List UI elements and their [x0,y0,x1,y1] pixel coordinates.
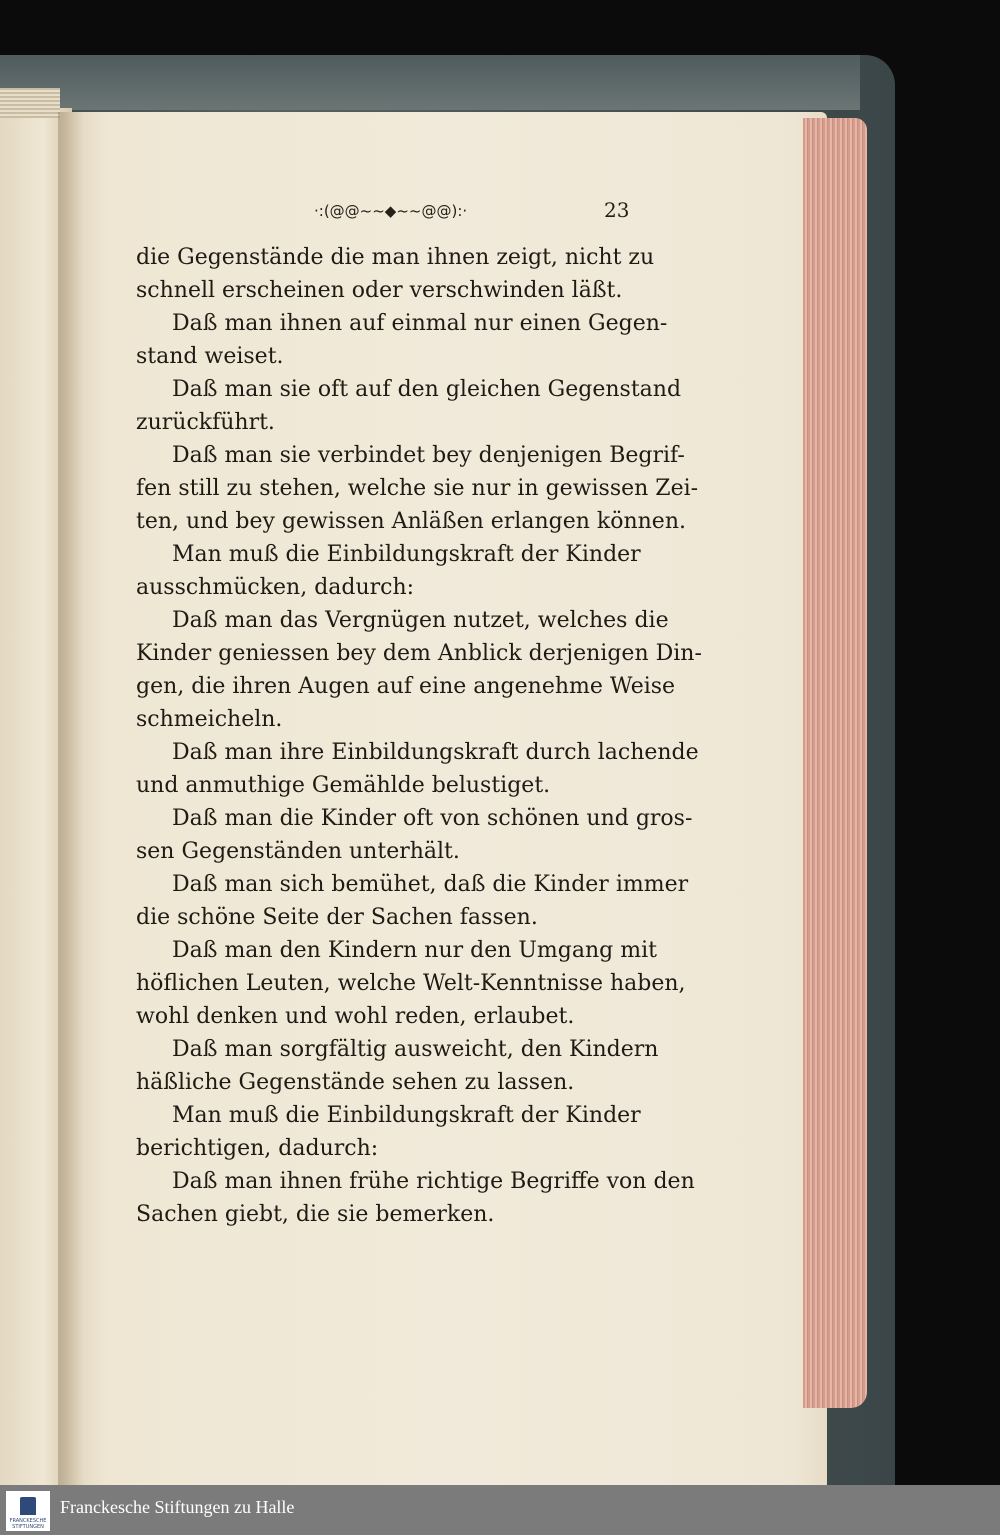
gutter-shadow [58,112,84,1485]
page-text-area [136,190,702,1227]
logo-text [7,1518,49,1530]
text-line: und anmuthige Gemählde belustiget. [136,773,551,798]
text-line: häßliche Gegenstände sehen zu lassen. [136,1070,575,1095]
text-line: Daß man sich bemühet, daß die Kinder immer [172,872,689,897]
building-icon [20,1497,36,1515]
text-line: Daß man ihnen auf einmal nur einen Gegen- [172,311,668,336]
text-line: Sachen giebt, die sie bemerken. [136,1202,495,1227]
text-line: Daß man sie verbindet bey denjenigen Begrif- [172,443,685,468]
text-line: stand weiset. [136,344,284,369]
text-line: wohl denken und wohl reden, erlaubet. [136,1004,575,1029]
page-header [136,190,636,232]
page-block-edges [803,118,867,1408]
text-line: ausschmücken, dadurch: [136,575,415,600]
text-line: sen Gegenständen unterhält. [136,839,460,864]
cover-top-edge [0,55,860,110]
text-line: gen, die ihren Augen auf eine angenehme Weise [136,674,676,699]
page-number: 23 [604,198,630,222]
header-ornament: ·:(@@~~◆~~@@):· [314,202,468,220]
text-line: Man muß die Einbildungskraft der Kinder [172,1103,641,1128]
footer-bar [0,1485,1000,1535]
text-line: höflichen Leuten, welche Welt-Kenntnisse haben, [136,971,686,996]
text-line: Daß man sie oft auf den gleichen Gegenstand [172,377,682,402]
text-line: Daß man ihre Einbildungskraft durch lachende [172,740,699,765]
text-line: berichtigen, dadurch: [136,1136,379,1161]
logo-text-line1: FRANCKESCHE [9,1518,47,1524]
text-line: zurückführt. [136,410,275,435]
text-line: Daß man das Vergnügen nutzet, welches die [172,608,669,633]
institution-logo [6,1491,50,1531]
left-page-edges [0,88,60,118]
text-line: schmeicheln. [136,707,283,732]
logo-text-line2: STIFTUNGEN [12,1524,44,1530]
footer-label: Franckesche Stiftungen zu Halle [60,1497,295,1517]
text-line: fen still zu stehen, welche sie nur in gewissen Zei- [136,476,699,501]
text-line: die schöne Seite der Sachen fassen. [136,905,538,930]
text-line: Man muß die Einbildungskraft der Kinder [172,542,641,567]
text-line: die Gegenstände die man ihnen zeigt, nicht zu [136,245,655,270]
text-line: ten, und bey gewissen Anläßen erlangen können. [136,509,686,534]
text-line: Daß man ihnen frühe richtige Begriffe von den [172,1169,695,1194]
text-line: Daß man sorgfältig ausweicht, den Kindern [172,1037,659,1062]
text-line: Daß man den Kindern nur den Umgang mit [172,938,657,963]
text-line: Kinder geniessen bey dem Anblick derjenigen Din- [136,641,702,666]
text-line: schnell erscheinen oder verschwinden läßt. [136,278,623,303]
text-line: Daß man die Kinder oft von schönen und gros- [172,806,693,831]
